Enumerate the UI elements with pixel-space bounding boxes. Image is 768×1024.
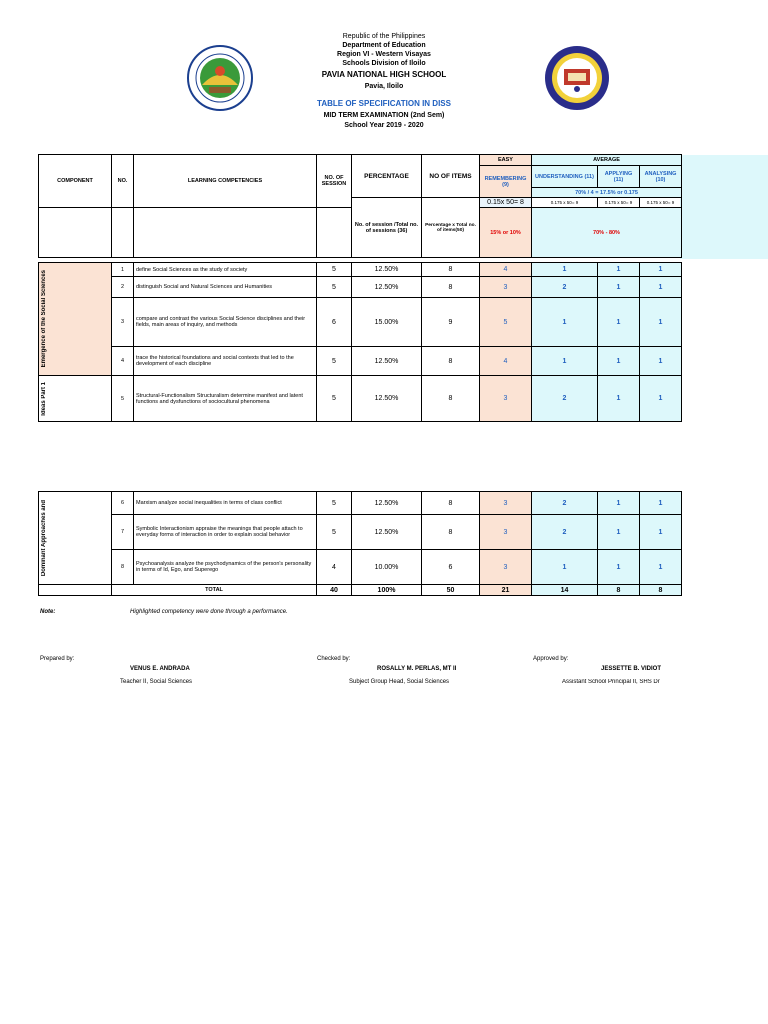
row-understanding: 2	[532, 515, 598, 550]
row-competency: Symbolic Interactionism appraise the meanings that people attach to everyday forms of interaction in order to explain social behavior	[134, 515, 317, 550]
prepared-title: Teacher II, Social Sciences	[120, 679, 193, 685]
applying-header: APPLYING (11)	[598, 166, 640, 188]
row-analysing: 1	[640, 376, 682, 422]
note-label: Note:	[40, 609, 56, 615]
row-percentage: 12.50%	[352, 263, 422, 277]
competencies-header: LEARNING COMPETENCIES	[134, 155, 317, 208]
sessions-header: NO. OF SESSION	[317, 155, 352, 208]
total-understanding: 14	[532, 585, 598, 596]
easy-formula: 0.15x 50= 8	[480, 198, 532, 208]
row-remembering: 3	[480, 550, 532, 585]
row-analysing: 1	[640, 492, 682, 515]
row-analysing: 1	[640, 550, 682, 585]
row-no: 1	[112, 263, 134, 277]
total-analysing: 8	[640, 585, 682, 596]
checked-title: Subject Group Head, Social Sciences	[349, 679, 450, 685]
table-row	[39, 550, 682, 585]
row-no: 3	[112, 298, 134, 347]
row-percentage: 10.00%	[352, 550, 422, 585]
row-items: 8	[422, 263, 480, 277]
easy-percent: 15% or 10%	[480, 208, 532, 258]
school-year: School Year 2019 - 2020	[344, 122, 424, 129]
row-applying: 1	[598, 298, 640, 347]
row-competency: Structural-Functionalism Structuralism determine manifest and latent functions and dysfunctions of sociocultural phenomena	[134, 376, 317, 422]
row-items: 8	[422, 347, 480, 376]
row-understanding: 2	[532, 376, 598, 422]
table-row	[39, 277, 682, 298]
table-row	[39, 515, 682, 550]
table-row	[39, 263, 682, 277]
row-no: 4	[112, 347, 134, 376]
approved-label: Approved by:	[533, 656, 569, 662]
tos-body-table-1	[38, 262, 682, 422]
pct-formula: No. of session /Total no. of sessions (36)	[352, 198, 422, 258]
average-header: AVERAGE	[532, 155, 682, 166]
total-percentage: 100%	[352, 585, 422, 596]
row-no: 2	[112, 277, 134, 298]
header-deped: Department of Education	[342, 42, 426, 49]
row-applying: 1	[598, 263, 640, 277]
component-label: Ideas Part 1	[41, 381, 47, 416]
row-percentage: 12.50%	[352, 376, 422, 422]
row-applying: 1	[598, 492, 640, 515]
cyan-panel	[680, 155, 768, 259]
row-sessions: 5	[317, 277, 352, 298]
prepared-label: Prepared by:	[40, 656, 75, 662]
row-remembering: 4	[480, 263, 532, 277]
approved-name: JESSETTE B. VIDIOT	[601, 666, 662, 672]
total-row	[39, 585, 682, 596]
row-applying: 1	[598, 347, 640, 376]
row-understanding: 2	[532, 492, 598, 515]
header-school: PAVIA NATIONAL HIGH SCHOOL	[321, 70, 447, 79]
row-sessions: 5	[317, 347, 352, 376]
easy-header: EASY	[480, 155, 532, 166]
average-formula: 70% / 4 = 17.5% or 0.175	[532, 188, 682, 198]
row-remembering: 3	[480, 376, 532, 422]
row-percentage: 15.00%	[352, 298, 422, 347]
header-division: Schools Division of Iloilo	[342, 60, 426, 67]
row-competency: trace the historical foundations and social contexts that led to the development of each discipline	[134, 347, 317, 376]
row-items: 8	[422, 277, 480, 298]
row-understanding: 1	[532, 550, 598, 585]
row-applying: 1	[598, 515, 640, 550]
tos-header-table	[38, 154, 682, 258]
row-remembering: 5	[480, 298, 532, 347]
header-republic: Republic of the Philippines	[342, 33, 426, 40]
row-remembering: 4	[480, 347, 532, 376]
total-remembering: 21	[480, 585, 532, 596]
row-understanding: 2	[532, 277, 598, 298]
row-competency: compare and contrast the various Social Science disciplines and their fields, main areas of inquiry, and methods	[134, 298, 317, 347]
component-label: Dominant Approaches and	[41, 499, 47, 577]
analysing-header: ANALYSING (10)	[640, 166, 682, 188]
row-items: 6	[422, 550, 480, 585]
approved-title: Assistant School Principal II, SHS Dr	[562, 679, 660, 685]
table-row	[39, 376, 682, 422]
row-applying: 1	[598, 376, 640, 422]
checked-label: Checked by:	[317, 656, 351, 662]
note-text: Highlighted competency were done through a performance.	[130, 609, 288, 615]
total-applying: 8	[598, 585, 640, 596]
remembering-header: REMEMBERING (9)	[480, 166, 532, 198]
row-competency: Psychoanalysis analyze the psychodynamics of the person's personality in terms of Id, Ego, and Superego	[134, 550, 317, 585]
row-items: 8	[422, 515, 480, 550]
tos-body-table-2	[38, 491, 682, 596]
total-label: TOTAL	[112, 585, 317, 596]
row-competency: Marxism analyze social inequalities in terms of class conflict	[134, 492, 317, 515]
row-competency: distinguish Social and Natural Sciences and Humanities	[134, 277, 317, 298]
table-row	[39, 347, 682, 376]
row-applying: 1	[598, 550, 640, 585]
items-header: NO OF ITEMS	[422, 155, 480, 198]
row-analysing: 1	[640, 515, 682, 550]
row-items: 8	[422, 492, 480, 515]
row-analysing: 1	[640, 298, 682, 347]
row-remembering: 3	[480, 492, 532, 515]
header-region: Region VI - Western Visayas	[337, 51, 431, 58]
total-sessions: 40	[317, 585, 352, 596]
understanding-formula: 0.175 x 50= 9	[532, 198, 598, 208]
header-address: Pavia, Iloilo	[364, 83, 404, 90]
no-header: NO.	[112, 155, 134, 208]
row-sessions: 5	[317, 376, 352, 422]
row-no: 6	[112, 492, 134, 515]
checked-name: ROSALLY M. PERLAS, MT II	[377, 666, 457, 672]
row-understanding: 1	[532, 298, 598, 347]
row-percentage: 12.50%	[352, 277, 422, 298]
row-no: 7	[112, 515, 134, 550]
items-formula: Percentage x Total no. of items(50)	[422, 198, 480, 258]
row-no: 8	[112, 550, 134, 585]
document-title: TABLE OF SPECIFICATION IN DISS	[317, 99, 451, 108]
analysing-formula: 0.175 x 50= 9	[640, 198, 682, 208]
row-understanding: 1	[532, 263, 598, 277]
table-row	[39, 298, 682, 347]
row-understanding: 1	[532, 347, 598, 376]
applying-formula: 0.175 x 50= 9	[598, 198, 640, 208]
row-analysing: 1	[640, 277, 682, 298]
row-sessions: 5	[317, 515, 352, 550]
row-competency: define Social Sciences as the study of society	[134, 263, 317, 277]
row-percentage: 12.50%	[352, 492, 422, 515]
row-analysing: 1	[640, 347, 682, 376]
row-sessions: 5	[317, 492, 352, 515]
row-percentage: 12.50%	[352, 347, 422, 376]
row-percentage: 12.50%	[352, 515, 422, 550]
prepared-name: VENUS E. ANDRADA	[130, 666, 190, 672]
total-items: 50	[422, 585, 480, 596]
table-row	[39, 492, 682, 515]
row-applying: 1	[598, 277, 640, 298]
row-remembering: 3	[480, 277, 532, 298]
row-sessions: 5	[317, 263, 352, 277]
row-items: 8	[422, 376, 480, 422]
row-no: 5	[112, 376, 134, 422]
average-percent: 70% - 80%	[532, 208, 682, 258]
percentage-header: PERCENTAGE	[352, 155, 422, 198]
row-sessions: 4	[317, 550, 352, 585]
row-analysing: 1	[640, 263, 682, 277]
understanding-header: UNDERSTANDING (11)	[532, 166, 598, 188]
row-remembering: 3	[480, 515, 532, 550]
row-items: 9	[422, 298, 480, 347]
exam-name: MID TERM EXAMINATION (2nd Sem)	[323, 112, 445, 119]
row-sessions: 6	[317, 298, 352, 347]
component-header: COMPONENT	[39, 155, 112, 208]
component-label: Emergence of the Social Sciences	[41, 270, 47, 368]
